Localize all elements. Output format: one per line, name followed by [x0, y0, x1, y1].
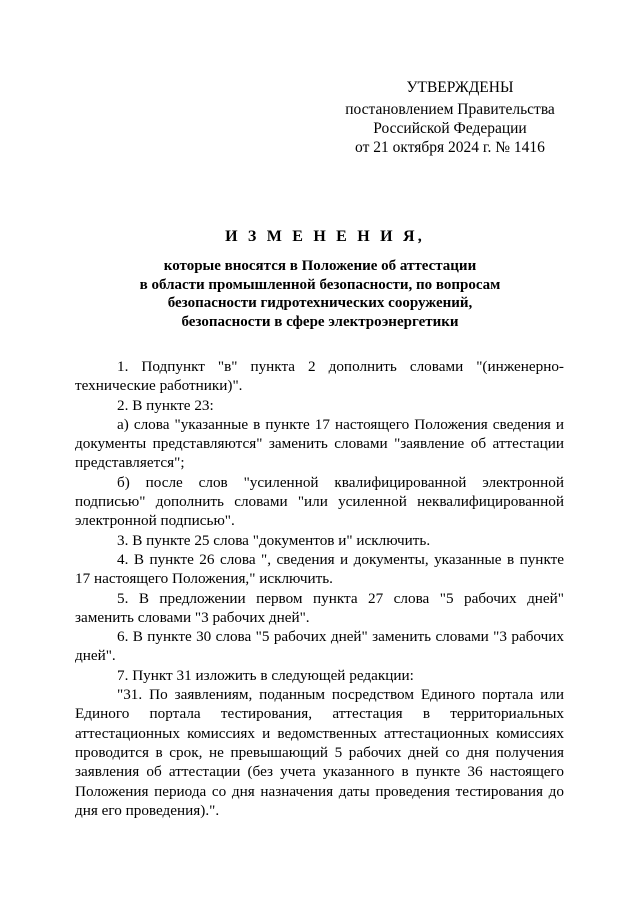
document-body: [75, 357, 564, 820]
title-subline-1: которые вносятся в Положение об аттестации: [163, 258, 477, 274]
paragraph-2: 2. В пункте 23:: [117, 396, 214, 414]
paragraph-7-quote: "31. По заявлениям, поданным посредством Единого портала или Единого портала тестирования, аттестация в территориальных аттестационных комиссиях и ведомственных аттестационных комиссиях проводится в срок, не превышающий 5 рабочих дней со дня получения заявления об аттестации (без учета указанного в пункте 36 настоящего Положения периода со дня назначения даты проведения тестирования до дня его проведения).".: [75, 686, 564, 819]
paragraph-2a: а) слова "указанные в пункте 17 настоящего Положения сведения и документы представляются" заменить словами "заявление об аттестации представляется";: [75, 415, 564, 472]
approval-line-3: от 21 октября 2024 г. № 1416: [355, 139, 545, 156]
title-main: И З М Е Н Е Н И Я,: [225, 228, 425, 245]
title-subline-4: безопасности в сфере электроэнергетики: [181, 313, 459, 330]
paragraph-2b: б) после слов "усиленной квалифицированной электронной подписью" дополнить словами "или усиленной неквалифицированной электронной подписью".: [75, 473, 564, 530]
approval-line-2: Российской Федерации: [373, 120, 527, 137]
paragraph-4: 4. В пункте 26 слова ", сведения и документы, указанные в пункте 17 настоящего Положения," исключить.: [75, 550, 564, 588]
paragraph-7: 7. Пункт 31 изложить в следующей редакции:: [117, 666, 414, 684]
approval-heading: УТВЕРЖДЕНЫ: [406, 79, 514, 96]
document-title: [60, 228, 580, 331]
approval-line-1: постановлением Правительства: [345, 101, 555, 118]
paragraph-3: 3. В пункте 25 слова "документов и" исключить.: [117, 531, 431, 549]
paragraph-5: 5. В предложении первом пункта 27 слова "5 рабочих дней" заменить словами "3 рабочих дней".: [75, 589, 564, 626]
paragraph-1: 1. Подпункт "в" пункта 2 дополнить словами "(инженерно-технические работники)".: [75, 358, 564, 395]
paragraph-6: 6. В пункте 30 слова "5 рабочих дней" заменить словами "3 рабочих дней".: [75, 628, 564, 665]
title-subline-3: безопасности гидротехнических сооружений,: [167, 295, 473, 311]
approval-stamp: [330, 78, 570, 157]
title-subline-2: в области промышленной безопасности, по вопросам: [139, 276, 501, 293]
